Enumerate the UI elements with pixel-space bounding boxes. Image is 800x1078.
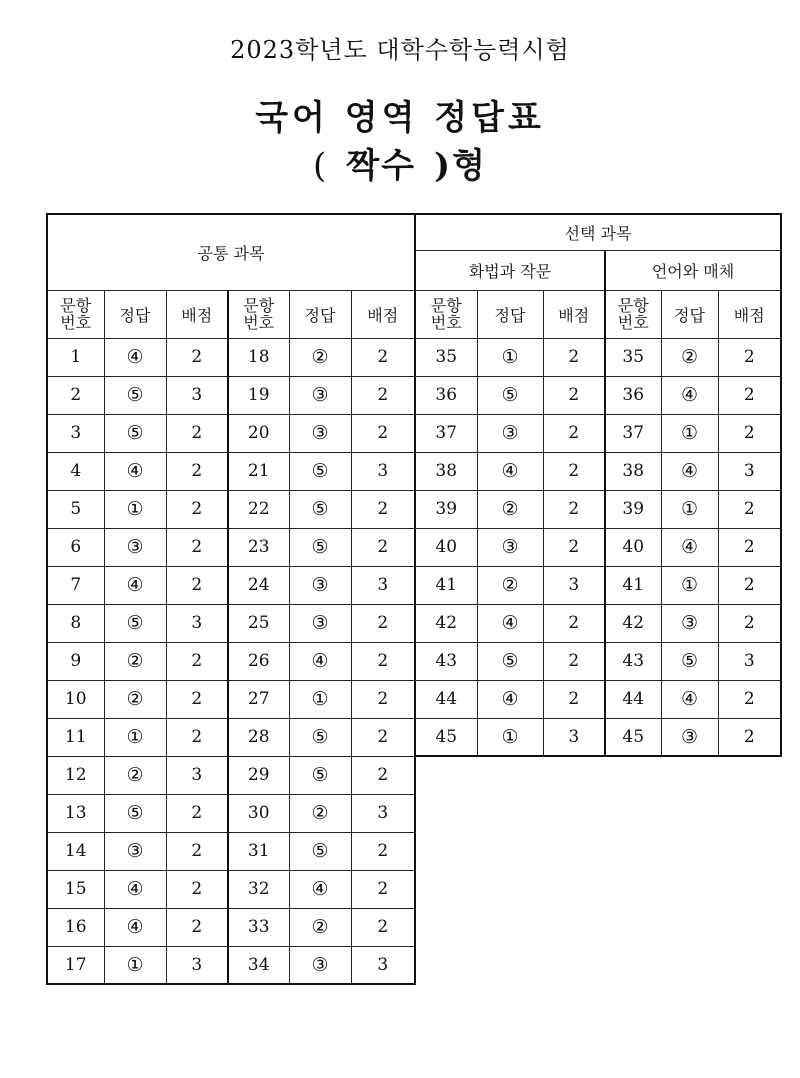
- question-number: 2: [47, 376, 104, 414]
- question-number: 9: [47, 642, 104, 680]
- points-value: 2: [351, 832, 415, 870]
- answer-value: ②: [104, 756, 166, 794]
- col-header-answer: 정답: [104, 290, 166, 338]
- question-number: 10: [47, 680, 104, 718]
- question-number: 38: [415, 452, 477, 490]
- table-row: [47, 718, 415, 756]
- answer-value: ⑤: [289, 756, 351, 794]
- question-number: 13: [47, 794, 104, 832]
- question-number: 25: [228, 604, 289, 642]
- question-number: 21: [228, 452, 289, 490]
- points-value: 2: [166, 528, 228, 566]
- points-value: 2: [166, 870, 228, 908]
- points-value: 2: [543, 528, 605, 566]
- answer-value: ③: [289, 566, 351, 604]
- question-number: 22: [228, 490, 289, 528]
- points-value: 2: [166, 680, 228, 718]
- question-number: 42: [415, 604, 477, 642]
- points-value: 2: [718, 566, 781, 604]
- question-number: 33: [228, 908, 289, 946]
- points-value: 2: [351, 642, 415, 680]
- table-row: [47, 756, 415, 794]
- table-row: [415, 376, 781, 414]
- points-value: 2: [166, 908, 228, 946]
- table-row: [47, 946, 415, 984]
- question-number: 35: [605, 338, 661, 376]
- points-value: 3: [718, 642, 781, 680]
- answer-value: ②: [289, 794, 351, 832]
- table-row: [415, 718, 781, 756]
- question-number: 44: [605, 680, 661, 718]
- answer-value: ⑤: [289, 832, 351, 870]
- answer-value: ②: [289, 338, 351, 376]
- points-value: 3: [166, 376, 228, 414]
- table-row: [47, 832, 415, 870]
- table-row: [47, 680, 415, 718]
- answer-value: ④: [289, 642, 351, 680]
- table-row: [47, 376, 415, 414]
- question-number: 14: [47, 832, 104, 870]
- answer-value: ④: [104, 566, 166, 604]
- col-header-answer: 정답: [289, 290, 351, 338]
- points-value: 2: [351, 756, 415, 794]
- question-number: 8: [47, 604, 104, 642]
- points-value: 2: [543, 680, 605, 718]
- type-name: 짝수: [346, 146, 417, 186]
- answer-value: ④: [289, 870, 351, 908]
- answer-value: ③: [104, 832, 166, 870]
- question-number: 42: [605, 604, 661, 642]
- question-number: 29: [228, 756, 289, 794]
- answer-value: ⑤: [477, 642, 543, 680]
- table-row: [415, 452, 781, 490]
- question-number: 5: [47, 490, 104, 528]
- answer-value: ②: [104, 680, 166, 718]
- points-value: 2: [166, 490, 228, 528]
- answer-value: ⑤: [289, 490, 351, 528]
- answer-value: ③: [477, 528, 543, 566]
- answer-value: ③: [289, 376, 351, 414]
- type-open-paren: (: [313, 146, 329, 186]
- points-value: 2: [718, 338, 781, 376]
- answer-value: ①: [661, 414, 718, 452]
- table-row: [415, 490, 781, 528]
- answer-value: ③: [661, 604, 718, 642]
- question-number: 40: [605, 528, 661, 566]
- points-value: 2: [543, 452, 605, 490]
- points-value: 2: [351, 528, 415, 566]
- points-value: 2: [166, 832, 228, 870]
- answer-value: ③: [289, 414, 351, 452]
- question-number: 31: [228, 832, 289, 870]
- question-number: 38: [605, 452, 661, 490]
- answer-value: ④: [661, 528, 718, 566]
- points-value: 3: [351, 566, 415, 604]
- points-value: 2: [166, 452, 228, 490]
- answer-value: ①: [104, 946, 166, 984]
- table-row: [415, 528, 781, 566]
- points-value: 2: [718, 528, 781, 566]
- question-number: 17: [47, 946, 104, 984]
- col-header-number: 문항 번호: [228, 290, 289, 338]
- answer-value: ④: [661, 376, 718, 414]
- points-value: 3: [718, 452, 781, 490]
- table-row: [415, 604, 781, 642]
- question-number: 12: [47, 756, 104, 794]
- points-value: 2: [351, 718, 415, 756]
- answer-value: ④: [104, 452, 166, 490]
- points-value: 2: [543, 490, 605, 528]
- table-row: [47, 870, 415, 908]
- answer-value: ⑤: [104, 604, 166, 642]
- points-value: 2: [351, 908, 415, 946]
- answer-value: ②: [477, 490, 543, 528]
- points-value: 2: [543, 604, 605, 642]
- points-value: 2: [543, 414, 605, 452]
- points-value: 2: [718, 718, 781, 756]
- question-number: 45: [415, 718, 477, 756]
- points-value: 2: [718, 604, 781, 642]
- points-value: 2: [718, 490, 781, 528]
- language-media-header: 언어와 매체: [605, 250, 781, 290]
- question-number: 37: [415, 414, 477, 452]
- answer-value: ③: [661, 718, 718, 756]
- points-value: 2: [166, 794, 228, 832]
- table-row: [47, 338, 415, 376]
- question-number: 30: [228, 794, 289, 832]
- col-header-points: 배점: [351, 290, 415, 338]
- table-row: [47, 528, 415, 566]
- points-value: 2: [351, 490, 415, 528]
- table-row: [47, 452, 415, 490]
- answer-value: ②: [104, 642, 166, 680]
- points-value: 2: [718, 680, 781, 718]
- points-value: 2: [166, 718, 228, 756]
- question-number: 7: [47, 566, 104, 604]
- points-value: 2: [543, 338, 605, 376]
- answer-value: ④: [104, 908, 166, 946]
- elective-subject-header: 선택 과목: [415, 214, 781, 250]
- type-close: )형: [434, 146, 487, 186]
- question-number: 35: [415, 338, 477, 376]
- question-number: 32: [228, 870, 289, 908]
- question-number: 36: [605, 376, 661, 414]
- question-number: 11: [47, 718, 104, 756]
- sheet-title: 국어 영역 정답표: [255, 98, 545, 138]
- points-value: 2: [166, 414, 228, 452]
- question-number: 28: [228, 718, 289, 756]
- common-answer-table: [46, 213, 416, 985]
- points-value: 3: [166, 604, 228, 642]
- question-number: 34: [228, 946, 289, 984]
- points-value: 3: [351, 452, 415, 490]
- answer-value: ③: [289, 946, 351, 984]
- answer-value: ①: [661, 490, 718, 528]
- points-value: 2: [351, 376, 415, 414]
- table-row: [47, 566, 415, 604]
- table-row: [415, 414, 781, 452]
- col-header-answer: 정답: [477, 290, 543, 338]
- col-header-number: 문항 번호: [605, 290, 661, 338]
- answer-value: ⑤: [289, 452, 351, 490]
- speech-writing-header: 화법과 작문: [415, 250, 605, 290]
- question-number: 44: [415, 680, 477, 718]
- answer-value: ①: [661, 566, 718, 604]
- points-value: 3: [543, 566, 605, 604]
- table-row: [47, 908, 415, 946]
- points-value: 3: [351, 946, 415, 984]
- answer-value: ④: [104, 870, 166, 908]
- col-header-points: 배점: [166, 290, 228, 338]
- points-value: 2: [166, 566, 228, 604]
- table-row: [415, 642, 781, 680]
- answer-value: ②: [477, 566, 543, 604]
- answer-value: ④: [477, 604, 543, 642]
- points-value: 3: [166, 756, 228, 794]
- table-row: [47, 604, 415, 642]
- elective-answer-table: [414, 213, 782, 757]
- table-row: [47, 642, 415, 680]
- points-value: 3: [351, 794, 415, 832]
- question-number: 3: [47, 414, 104, 452]
- answer-value: ①: [477, 718, 543, 756]
- question-number: 41: [415, 566, 477, 604]
- col-header-points: 배점: [543, 290, 605, 338]
- answer-value: ④: [477, 680, 543, 718]
- points-value: 3: [166, 946, 228, 984]
- points-value: 3: [543, 718, 605, 756]
- points-value: 2: [351, 680, 415, 718]
- points-value: 2: [718, 414, 781, 452]
- answer-value: ③: [477, 414, 543, 452]
- question-number: 26: [228, 642, 289, 680]
- answer-value: ⑤: [104, 376, 166, 414]
- answer-value: ④: [477, 452, 543, 490]
- question-number: 39: [415, 490, 477, 528]
- points-value: 2: [166, 642, 228, 680]
- table-row: [47, 414, 415, 452]
- answer-value: ③: [104, 528, 166, 566]
- col-header-points: 배점: [718, 290, 781, 338]
- points-value: 2: [351, 870, 415, 908]
- question-number: 40: [415, 528, 477, 566]
- question-number: 27: [228, 680, 289, 718]
- col-header-number: 문항 번호: [415, 290, 477, 338]
- points-value: 2: [543, 376, 605, 414]
- common-subject-header: 공통 과목: [47, 214, 415, 290]
- question-number: 23: [228, 528, 289, 566]
- question-number: 45: [605, 718, 661, 756]
- table-row: [47, 490, 415, 528]
- points-value: 2: [543, 642, 605, 680]
- answer-value: ⑤: [104, 794, 166, 832]
- question-number: 15: [47, 870, 104, 908]
- answer-value: ④: [104, 338, 166, 376]
- answer-value: ①: [104, 718, 166, 756]
- answer-value: ①: [289, 680, 351, 718]
- question-number: 24: [228, 566, 289, 604]
- answer-value: ⑤: [289, 528, 351, 566]
- question-number: 20: [228, 414, 289, 452]
- question-number: 19: [228, 376, 289, 414]
- col-header-answer: 정답: [661, 290, 718, 338]
- question-number: 1: [47, 338, 104, 376]
- answer-value: ⑤: [289, 718, 351, 756]
- exam-title: 2023학년도 대학수학능력시험: [230, 36, 570, 64]
- points-value: 2: [351, 338, 415, 376]
- points-value: 2: [718, 376, 781, 414]
- question-number: 36: [415, 376, 477, 414]
- answer-value: ④: [661, 452, 718, 490]
- question-number: 37: [605, 414, 661, 452]
- question-number: 39: [605, 490, 661, 528]
- answer-value: ⑤: [477, 376, 543, 414]
- question-number: 6: [47, 528, 104, 566]
- table-row: [47, 794, 415, 832]
- answer-value: ④: [661, 680, 718, 718]
- question-number: 16: [47, 908, 104, 946]
- answer-value: ②: [289, 908, 351, 946]
- question-number: 18: [228, 338, 289, 376]
- question-number: 43: [415, 642, 477, 680]
- answer-value: ⑤: [104, 414, 166, 452]
- answer-value: ⑤: [661, 642, 718, 680]
- col-header-number: 문항 번호: [47, 290, 104, 338]
- points-value: 2: [351, 414, 415, 452]
- table-row: [415, 680, 781, 718]
- question-number: 4: [47, 452, 104, 490]
- answer-value: ①: [477, 338, 543, 376]
- table-row: [415, 566, 781, 604]
- answer-value: ③: [289, 604, 351, 642]
- points-value: 2: [166, 338, 228, 376]
- question-number: 41: [605, 566, 661, 604]
- question-number: 43: [605, 642, 661, 680]
- table-row: [415, 338, 781, 376]
- answer-value: ①: [104, 490, 166, 528]
- points-value: 2: [351, 604, 415, 642]
- type-label: [0, 138, 800, 187]
- answer-value: ②: [661, 338, 718, 376]
